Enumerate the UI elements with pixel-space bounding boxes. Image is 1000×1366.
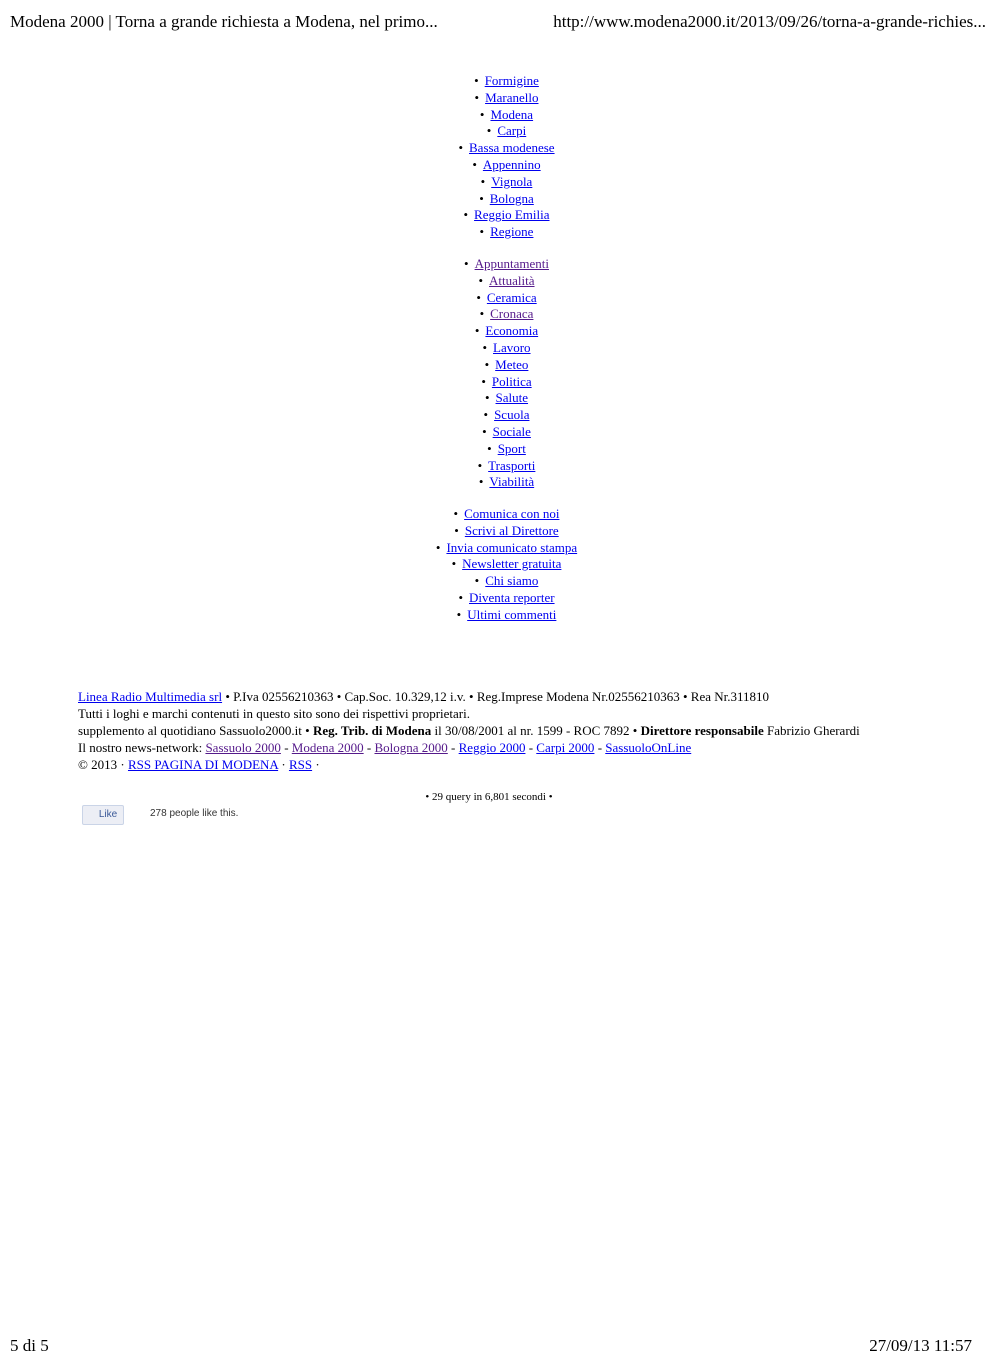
menu-item (0, 506, 1000, 523)
network-separator: - (280, 740, 292, 755)
menu-link-appuntamenti[interactable]: Appuntamenti (474, 256, 549, 271)
reg-text: il 30/08/2001 al nr. 1599 - ROC 7892 • (431, 723, 641, 738)
menu-item (0, 290, 1000, 307)
print-footer (10, 1334, 972, 1358)
network-links (205, 740, 691, 755)
director-name: Fabrizio Gherardi (763, 723, 860, 738)
menu-link-attualit-[interactable]: Attualità (489, 272, 535, 288)
network-link-sassuolo-2000[interactable]: Sassuolo 2000 (205, 740, 281, 755)
rights-line: Tutti i loghi e marchi contenuti in questo sito sono dei rispettivi proprietari. (78, 706, 470, 721)
menu-link-bologna[interactable]: Bologna (489, 190, 534, 206)
menu-link-carpi[interactable]: Carpi (497, 123, 527, 139)
network-separator: - (363, 740, 375, 755)
print-page-number: 5 di 5 (10, 1336, 49, 1355)
menu-link-meteo[interactable]: Meteo (495, 356, 529, 372)
menu-link-trasporti[interactable]: Trasporti (488, 457, 536, 473)
menu-link-appennino[interactable]: Appennino (482, 156, 541, 172)
menu-item (0, 174, 1000, 191)
print-page-url: http://www.modena2000.it/2013/09/26/torna-a-grande-richies... (553, 12, 986, 31)
menu-item (0, 73, 1000, 90)
menu-link-chi-siamo[interactable]: Chi siamo (485, 573, 539, 589)
menu-item (0, 357, 1000, 374)
menu-item (0, 407, 1000, 424)
network-link-bologna-2000[interactable]: Bologna 2000 (374, 740, 448, 755)
menu-item (0, 273, 1000, 290)
menu-link-ceramica[interactable]: Ceramica (486, 289, 537, 305)
print-header (10, 10, 986, 38)
menu-link-politica[interactable]: Politica (491, 373, 532, 389)
menu-item (0, 607, 1000, 624)
menu-link-reggio-emilia[interactable]: Reggio Emilia (474, 207, 550, 223)
menu-item (0, 157, 1000, 174)
menu-item (0, 340, 1000, 357)
print-page-title: Modena 2000 | Torna a grande richiesta a Modena, nel primo... (10, 12, 438, 31)
menu-item (0, 90, 1000, 107)
copyright: © 2013 · (78, 757, 128, 772)
menu-link-scuola[interactable]: Scuola (494, 407, 530, 423)
menu-item (0, 306, 1000, 323)
menu-link-bassa-modenese[interactable]: Bassa modenese (469, 140, 555, 156)
menu-link-maranello[interactable]: Maranello (485, 89, 539, 105)
network-separator: - (594, 740, 606, 755)
menu-link-cronaca[interactable]: Cronaca (490, 306, 534, 322)
menu-item (0, 424, 1000, 441)
dot-separator: · (278, 757, 289, 772)
director-label: Direttore responsabile (640, 723, 764, 738)
menu-link-economia[interactable]: Economia (485, 323, 539, 339)
network-link-modena-2000[interactable]: Modena 2000 (291, 740, 364, 755)
menu-item (0, 474, 1000, 491)
places-menu (0, 73, 1000, 241)
query-info: • 29 query in 6,801 secondi • (425, 791, 553, 803)
menu-link-salute[interactable]: Salute (495, 390, 529, 406)
menu-link-vignola[interactable]: Vignola (491, 173, 533, 189)
menu-item (0, 458, 1000, 475)
company-link[interactable]: Linea Radio Multimedia srl (78, 689, 223, 704)
rss-link[interactable]: RSS (288, 757, 313, 772)
rss-page-link[interactable]: RSS PAGINA DI MODENA (127, 757, 279, 772)
menu-link-viabilit-[interactable]: Viabilità (489, 474, 535, 490)
menu-item (0, 441, 1000, 458)
menu-link-formigine[interactable]: Formigine (484, 73, 539, 88)
menu-item (0, 224, 1000, 241)
menu-item (0, 556, 1000, 573)
menu-link-sociale[interactable]: Sociale (492, 423, 531, 439)
menu-link-newsletter-gratuita[interactable]: Newsletter gratuita (462, 556, 562, 572)
network-label: Il nostro news-network: (78, 740, 206, 755)
supplement-prefix: supplemento al quotidiano Sassuolo2000.it • (78, 723, 313, 738)
like-button[interactable]: Like (82, 805, 124, 825)
network-line (78, 739, 908, 756)
trailing-dot: · (312, 757, 320, 772)
menu-link-regione[interactable]: Regione (490, 224, 534, 240)
company-line (78, 688, 908, 705)
copyright-line (78, 756, 908, 773)
supplement-line (78, 722, 908, 739)
menu-link-diventa-reporter[interactable]: Diventa reporter (469, 589, 555, 605)
menu-item (0, 123, 1000, 140)
menu-link-modena[interactable]: Modena (490, 106, 534, 122)
menu-link-comunica-con-noi[interactable]: Comunica con noi (464, 506, 560, 521)
menu-item (0, 207, 1000, 224)
menu-link-sport[interactable]: Sport (497, 440, 526, 456)
menu-item (0, 256, 1000, 273)
print-datetime: 27/09/13 11:57 (869, 1336, 972, 1355)
menu-link-lavoro[interactable]: Lavoro (493, 339, 531, 355)
like-count: 278 people like this. (150, 808, 239, 819)
topics-menu (0, 256, 1000, 491)
service-menu (0, 506, 1000, 624)
menu-link-invia-comunicato-stampa[interactable]: Invia comunicato stampa (446, 539, 578, 555)
reg-label: Reg. Trib. di Modena (312, 723, 432, 738)
network-link-sassuoloonline[interactable]: SassuoloOnLine (605, 740, 692, 755)
menu-item (0, 323, 1000, 340)
menu-link-scrivi-al-direttore[interactable]: Scrivi al Direttore (464, 522, 559, 538)
menu-item (0, 374, 1000, 391)
menu-link-ultimi-commenti[interactable]: Ultimi commenti (467, 606, 557, 622)
menu-item (0, 390, 1000, 407)
network-link-reggio-2000[interactable]: Reggio 2000 (458, 740, 526, 755)
company-details: • P.Iva 02556210363 • Cap.Soc. 10.329,12 i.v. • Reg.Imprese Modena Nr.02556210363 • Rea Nr.311810 (222, 689, 770, 704)
menu-item (0, 191, 1000, 208)
menu-item (0, 140, 1000, 157)
network-separator: - (525, 740, 537, 755)
network-link-carpi-2000[interactable]: Carpi 2000 (536, 740, 595, 755)
menu-item (0, 540, 1000, 557)
menu-item (0, 590, 1000, 607)
menu-item (0, 523, 1000, 540)
menu-item (0, 573, 1000, 590)
menu-item (0, 107, 1000, 124)
network-separator: - (447, 740, 459, 755)
site-footer (78, 688, 908, 773)
